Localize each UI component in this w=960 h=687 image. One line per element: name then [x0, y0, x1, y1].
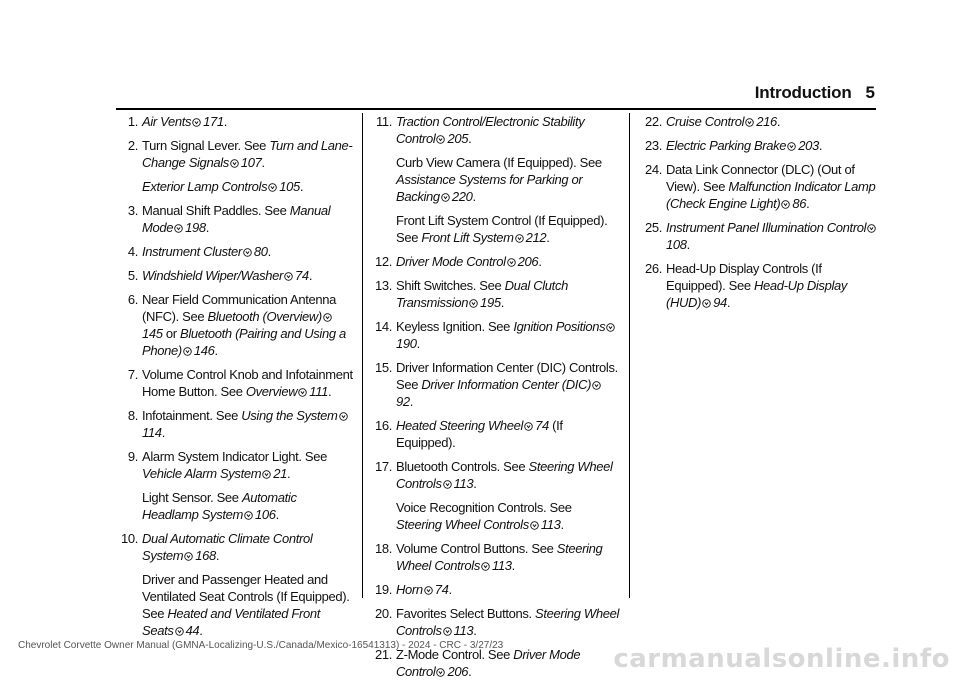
list-item [116, 113, 354, 130]
page-reference[interactable]: 92 [396, 394, 410, 409]
text-segment: . [161, 425, 165, 440]
item-text [666, 219, 880, 253]
list-item [370, 540, 620, 574]
reference-title: Heated Steering Wheel [396, 418, 524, 433]
item-number: 4. [127, 244, 138, 259]
page-reference[interactable]: 190 [396, 336, 417, 351]
page-reference[interactable]: 74 [295, 268, 309, 283]
list-item [370, 581, 620, 598]
page-reference[interactable]: 206 [447, 664, 469, 679]
text-segment: . [328, 384, 332, 399]
reference-title: Head-Up Display (HUD) [666, 278, 848, 310]
item-text [396, 113, 620, 147]
list-subitem [370, 212, 620, 246]
reference-title: Windshield Wiper/Washer [142, 268, 284, 283]
item-number: 11. [375, 114, 392, 129]
item-text [396, 458, 620, 492]
list-item [116, 243, 354, 260]
column-1 [116, 113, 354, 646]
page-reference[interactable]: 106 [254, 507, 276, 522]
reference-title: Steering Wheel Controls [396, 541, 603, 573]
reference-title: Malfunction Indicator Lamp (Check Engine Light) [666, 179, 876, 211]
section-title: Introduction [754, 83, 852, 102]
list-item [640, 137, 880, 154]
page-reference-arrow-icon [507, 258, 516, 267]
page-number: 5 [865, 83, 875, 102]
reference-title: Driver Mode Control [396, 647, 581, 679]
page-reference[interactable]: 113 [540, 517, 561, 532]
page-reference-arrow-icon [268, 183, 277, 192]
text-segment: . [223, 114, 228, 129]
text-segment: . [726, 295, 731, 310]
item-text [142, 448, 354, 482]
reference-title: Instrument Cluster [142, 244, 242, 259]
page-reference-arrow-icon [524, 422, 533, 431]
reference-title: Exterior Lamp Controls [142, 179, 268, 194]
item-text [396, 540, 620, 574]
list-item [640, 260, 880, 311]
item-number: 13. [374, 278, 392, 293]
text-segment: Curb View Camera (If Equipped). See [396, 155, 602, 170]
item-text [142, 178, 354, 195]
text-segment: . [448, 582, 452, 597]
reference-title: Steering Wheel Controls [396, 606, 620, 638]
list-item [370, 253, 620, 270]
page-reference-arrow-icon [184, 552, 193, 561]
text-segment: Light Sensor. See [142, 490, 242, 505]
item-number: 16. [374, 418, 392, 433]
item-number: 15. [374, 360, 392, 375]
item-number: 9. [127, 449, 138, 464]
text-segment: Voice Recognition Controls. See [396, 500, 572, 515]
item-text [396, 499, 620, 533]
text-segment: Shift Switches. See [396, 278, 505, 293]
item-text [142, 137, 354, 171]
item-text [142, 243, 354, 260]
page-reference[interactable]: 107 [240, 155, 262, 170]
item-text [142, 571, 354, 639]
item-number: 24. [644, 162, 662, 177]
reference-title: Driver Information Center (DIC) [421, 377, 592, 392]
text-segment: . [409, 394, 414, 409]
item-number: 22. [644, 114, 662, 129]
reference-title: Dual Clutch Transmission [396, 278, 568, 310]
item-text [396, 581, 620, 598]
reference-title: Ignition Positions [513, 319, 606, 334]
list-item [116, 137, 354, 171]
reference-title: Cruise Control [666, 114, 745, 129]
item-text [142, 202, 354, 236]
item-number: 3. [127, 203, 138, 218]
text-segment: Driver Information Center (DIC) Controls. See [396, 360, 618, 392]
text-segment: Turn Signal Lever. See [142, 138, 270, 153]
page-reference-arrow-icon [436, 135, 445, 144]
page-reference-arrow-icon [443, 627, 452, 636]
list-item [116, 366, 354, 400]
item-number: 17. [374, 459, 392, 474]
page-reference-arrow-icon [174, 224, 183, 233]
page-reference[interactable]: 216 [756, 114, 777, 129]
reference-title: Turn and Lane-Change Signals [142, 138, 353, 170]
item-text [396, 605, 620, 639]
item-text [396, 253, 620, 270]
item-number: 20. [374, 606, 392, 621]
list-item [370, 605, 620, 639]
footer-text: Chevrolet Corvette Owner Manual (GMNA-Localizing-U.S./Canada/Mexico-16541313) - 2024 - CRC - 3/27/23 [18, 640, 504, 651]
page-reference[interactable]: 94 [713, 295, 727, 310]
text-segment: . [686, 237, 690, 252]
column-divider-2 [629, 113, 630, 598]
column-divider-1 [362, 113, 363, 598]
page-reference[interactable]: 206 [517, 254, 539, 269]
text-segment: . [205, 220, 210, 235]
page-reference-arrow-icon [867, 224, 876, 233]
text-segment: . [560, 517, 564, 532]
text-segment: . [468, 664, 472, 679]
page-reference-arrow-icon [515, 234, 524, 243]
text-segment: . [215, 548, 220, 563]
text-segment: . [299, 179, 304, 194]
item-number: 8. [127, 408, 138, 423]
item-number: 5. [127, 268, 138, 283]
list-item [116, 202, 354, 236]
item-number: 12. [374, 254, 392, 269]
list-subitem [116, 178, 354, 195]
page-reference-arrow-icon [469, 299, 478, 308]
text-segment: Data Link Connector (DLC) (Out of View). See [666, 162, 855, 194]
item-text [396, 212, 620, 246]
page-reference-arrow-icon [481, 562, 490, 571]
text-segment: . [214, 343, 218, 358]
reference-title: Front Lift System [421, 230, 514, 245]
page-reference-arrow-icon [781, 200, 790, 209]
text-segment: (If Equipped). [396, 418, 563, 450]
list-item [116, 267, 354, 284]
list-subitem [370, 499, 620, 533]
text-segment: Bluetooth Controls. See [396, 459, 529, 474]
item-text [142, 113, 354, 130]
list-item [116, 448, 354, 482]
text-segment: . [308, 268, 313, 283]
text-segment: . [472, 189, 476, 204]
item-text [396, 318, 620, 352]
list-item [640, 161, 880, 212]
text-segment: . [261, 155, 265, 170]
watermark: carmanualsonline.info [613, 644, 950, 674]
reference-title: Heated and Ventilated Front Seats [142, 606, 321, 638]
page-reference-arrow-icon [745, 118, 754, 127]
page-reference-arrow-icon [183, 347, 192, 356]
page-reference[interactable]: 108 [666, 237, 687, 252]
reference-title: Assistance Systems for Parking or Backing [396, 172, 583, 204]
item-text [142, 407, 354, 441]
list-item [116, 291, 354, 359]
page-reference[interactable]: 146 [193, 343, 215, 358]
item-text [142, 267, 354, 284]
reference-title: Manual Mode [142, 203, 331, 235]
page-reference[interactable]: 111 [309, 384, 328, 399]
text-segment: Volume Control Buttons. See [396, 541, 557, 556]
text-segment: Front Lift System Control (If Equipped). See [396, 213, 608, 245]
page-reference[interactable]: 114 [142, 425, 162, 440]
text-segment: . [416, 336, 420, 351]
text-segment: . [286, 466, 291, 481]
item-number: 1. [127, 114, 138, 129]
text-segment: Keyless Ignition. See [396, 319, 514, 334]
item-text [666, 113, 880, 130]
page-reference[interactable]: 198 [185, 220, 206, 235]
list-item [370, 113, 620, 147]
page-reference-arrow-icon [443, 480, 452, 489]
reference-title: Vehicle Alarm System [142, 466, 262, 481]
reference-title: Horn [396, 582, 423, 597]
list-item [370, 318, 620, 352]
reference-title: Electric Parking Brake [666, 138, 787, 153]
page-reference-arrow-icon [262, 470, 271, 479]
item-number: 23. [644, 138, 662, 153]
page-reference-arrow-icon [175, 627, 184, 636]
reference-title: Steering Wheel Controls [396, 459, 613, 491]
item-text [142, 489, 354, 523]
text-segment: . [199, 623, 203, 638]
item-number: 6. [127, 292, 138, 307]
text-segment: Favorites Select Buttons. [396, 606, 536, 621]
list-item [370, 359, 620, 410]
page-reference[interactable]: 113 [453, 623, 474, 638]
reference-title: Using the System [241, 408, 338, 423]
text-segment: Volume Control Knob and Infotainment Home Button. See [142, 367, 353, 399]
reference-title: Driver Mode Control [396, 254, 506, 269]
list-item [640, 219, 880, 253]
text-segment: Manual Shift Paddles. See [142, 203, 290, 218]
reference-title: Air Vents [142, 114, 192, 129]
page-reference-arrow-icon [339, 412, 348, 421]
item-number: 21. [374, 647, 392, 662]
text-segment: Driver and Passenger Heated and Ventilated Seat Controls (If Equipped). See [142, 572, 350, 621]
item-text [396, 359, 620, 410]
page-reference[interactable]: 113 [453, 476, 474, 491]
text-segment: . [776, 114, 781, 129]
item-text [396, 154, 620, 205]
text-segment: . [473, 476, 477, 491]
page-reference[interactable]: 80 [253, 244, 268, 259]
reference-title: Bluetooth (Pairing and Using a Phone) [142, 326, 346, 358]
reference-title: Instrument Panel Illumination Control [666, 220, 867, 235]
column-3 [640, 113, 880, 318]
reference-title: Traction Control/Electronic Stability Control [396, 114, 585, 146]
item-number: 19. [374, 582, 392, 597]
text-segment: . [275, 507, 279, 522]
text-segment: . [818, 138, 823, 153]
text-segment: . [468, 131, 472, 146]
list-subitem [116, 489, 354, 523]
page-reference[interactable]: 86 [792, 196, 807, 211]
item-number: 26. [644, 261, 662, 276]
page-reference-arrow-icon [441, 193, 450, 202]
text-segment: Head-Up Display Controls (If Equipped). See [666, 261, 822, 293]
reference-title: Bluetooth (Overview) [207, 309, 322, 324]
list-item [370, 458, 620, 492]
item-number: 18. [374, 541, 392, 556]
page-reference-arrow-icon [424, 586, 433, 595]
page-reference-arrow-icon [192, 118, 201, 127]
page-reference-arrow-icon [243, 248, 252, 257]
page-reference-arrow-icon [606, 323, 615, 332]
list-item [640, 113, 880, 130]
text-segment: . [500, 295, 505, 310]
page-reference[interactable]: 74 [535, 418, 549, 433]
text-segment: . [473, 623, 477, 638]
page-reference[interactable]: 105 [279, 179, 300, 194]
item-text [666, 137, 880, 154]
reference-title: Dual Automatic Climate Control System [142, 531, 313, 563]
list-item [116, 530, 354, 564]
text-segment: . [511, 558, 515, 573]
text-segment: . [806, 196, 810, 211]
text-segment: Z-Mode Control. See [396, 647, 514, 662]
page-reference-arrow-icon [298, 388, 307, 397]
item-number: 14. [374, 319, 392, 334]
list-item [370, 417, 620, 451]
item-number: 10. [120, 531, 138, 546]
text-segment: Near Field Communication Antenna (NFC). See [142, 292, 337, 324]
page-reference[interactable]: 21 [273, 466, 287, 481]
page-reference[interactable]: 195 [480, 295, 501, 310]
list-subitem [370, 154, 620, 205]
text-segment: . [267, 244, 271, 259]
page-reference-arrow-icon [323, 313, 332, 322]
page-reference[interactable]: 220 [451, 189, 473, 204]
list-item [116, 407, 354, 441]
item-number: 25. [644, 220, 662, 235]
text-segment: . [546, 230, 550, 245]
item-text [666, 260, 880, 311]
item-text [396, 277, 620, 311]
text-segment: or [162, 326, 181, 341]
item-number: 2. [127, 138, 138, 153]
page-reference[interactable]: 113 [491, 558, 512, 573]
page-reference[interactable]: 203 [798, 138, 819, 153]
header-rule [116, 108, 876, 110]
page-reference[interactable]: 74 [434, 582, 449, 597]
reference-title: Overview [245, 384, 298, 399]
page-reference-arrow-icon [592, 381, 601, 390]
page-header [755, 80, 875, 106]
page-reference-arrow-icon [787, 142, 796, 151]
page-reference-arrow-icon [230, 159, 239, 168]
text-segment: . [538, 254, 542, 269]
page-reference[interactable]: 44 [185, 623, 200, 638]
column-2 [370, 113, 620, 687]
text-segment: Infotainment. See [142, 408, 242, 423]
page-reference-arrow-icon [244, 511, 253, 520]
page-reference[interactable]: 171 [203, 114, 224, 129]
item-text [142, 530, 354, 564]
reference-title: Steering Wheel Controls [396, 517, 529, 532]
item-text [396, 417, 620, 451]
page-reference[interactable]: 205 [447, 131, 469, 146]
item-text [142, 291, 354, 359]
text-segment: Alarm System Indicator Light. See [142, 449, 327, 464]
item-text [142, 366, 354, 400]
page-reference[interactable]: 168 [195, 548, 216, 563]
item-text [666, 161, 880, 212]
page-reference-arrow-icon [284, 272, 293, 281]
item-number: 7. [127, 367, 138, 382]
list-item [370, 277, 620, 311]
page-reference[interactable]: 212 [525, 230, 547, 245]
page-reference-arrow-icon [702, 299, 711, 308]
reference-title: Automatic Headlamp System [142, 490, 297, 522]
page-reference-arrow-icon [530, 521, 539, 530]
list-subitem [116, 571, 354, 639]
page-reference[interactable]: 145 [142, 326, 163, 341]
